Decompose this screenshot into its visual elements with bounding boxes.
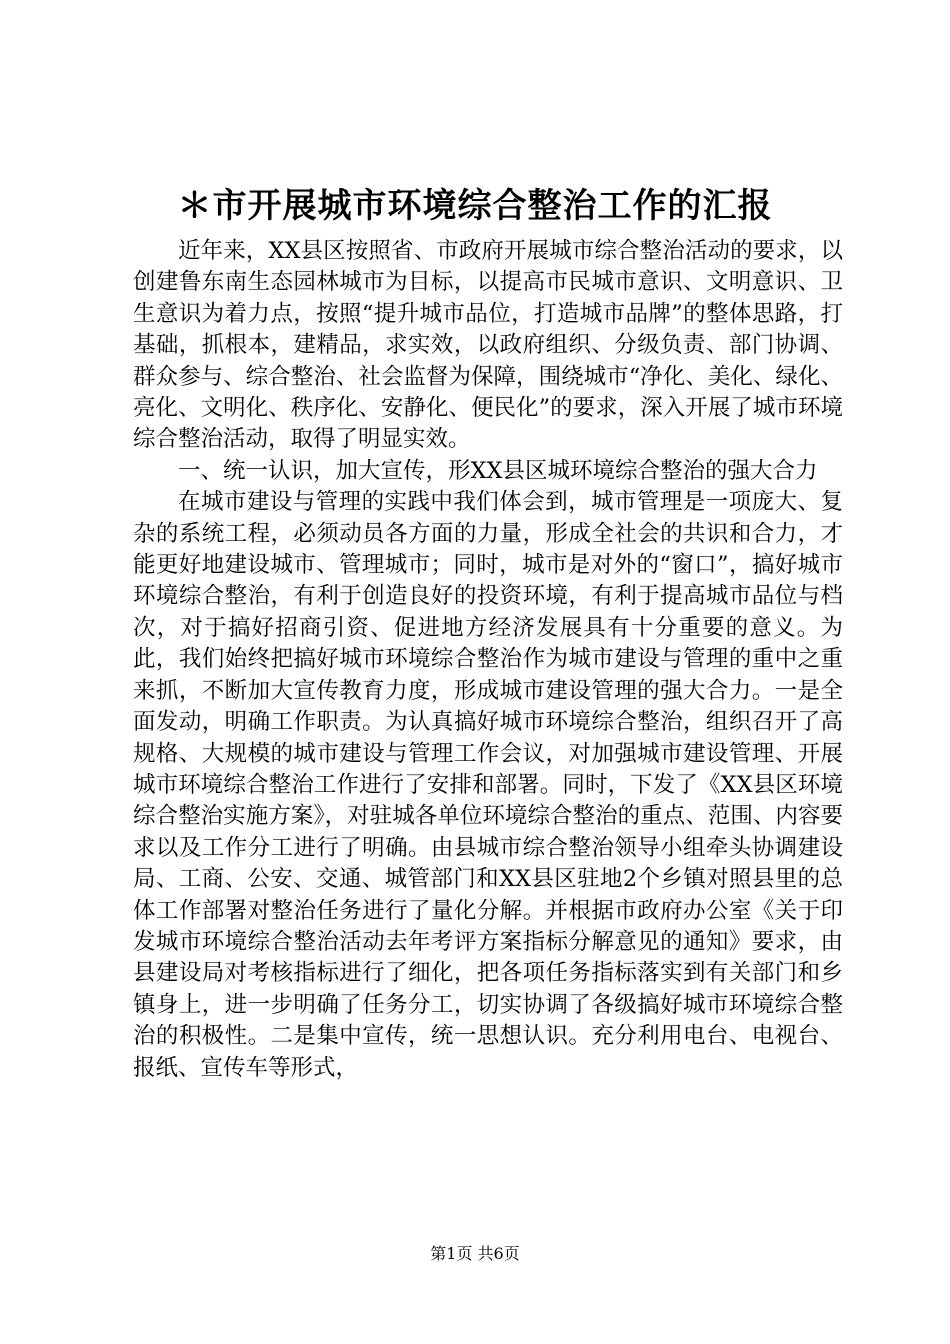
- section-heading-1: 一、统一认识，加大宣传，形XX县区城环境综合整治的强大合力: [178, 457, 818, 484]
- document-title: ＊市开展城市环境综合整治工作的汇报: [177, 186, 773, 226]
- document-body: [133, 236, 843, 1084]
- paragraph-section-1: 在城市建设与管理的实践中我们体会到，城市管理是一项庞大、复杂的系统工程，必须动员各方面的力量，形成全社会的共识和合力，才能更好地建设城市、管理城市；同时，城市是对外的“窗口”，搞好城市环境综合整治，有利于创造良好的投资环境，有利于提高城市品位与档次，对于搞好招商引资、促进地方经济发展具有十分重要的意义。为此，我们始终把搞好城市环境综合整治作为城市建设与管理的重中之重来抓，不断加大宣传教育力度，形成城市建设管理的强大合力。一是全面发动，明确工作职责。为认真搞好城市环境综合整治，组织召开了高规格、大规模的城市建设与管理工作会议，对加强城市建设管理、开展城市环境综合整治工作进行了安排和部署。同时，下发了《XX县区环境综合整治实施方案》，对驻城各单位环境综合整治的重点、范围、内容要求以及工作分工进行了明确。由县城市综合整治领导小组牵头协调建设局、工商、公安、交通、城管部门和XX县区驻地2个乡镇对照县里的总体工作部署对整治任务进行了量化分解。并根据市政府办公室《关于印发城市环境综合整治活动去年考评方案指标分解意见的通知》要求，由县建设局对考核指标进行了细化，把各项任务指标落实到有关部门和乡镇身上，进一步明确了任务分工，切实协调了各级搞好城市环境综合整治的积极性。二是集中宣传，统一思想认识。充分利用电台、电视台、报纸、宣传车等形式，: [133, 489, 843, 1081]
- page-footer: 第1页 共6页: [430, 1244, 520, 1263]
- paragraph-intro: 近年来，XX县区按照省、市政府开展城市综合整治活动的要求，以创建鲁东南生态园林城市为目标，以提高市民城市意识、文明意识、卫生意识为着力点，按照“提升城市品位，打造城市品牌”的整体思路，打基础，抓根本，建精品，求实效，以政府组织、分级负责、部门协调、群众参与、综合整治、社会监督为保障，围绕城市“净化、美化、绿化、亮化、文明化、秩序化、安静化、便民化”的要求，深入开展了城市环境综合整治活动，取得了明显实效。: [133, 238, 843, 453]
